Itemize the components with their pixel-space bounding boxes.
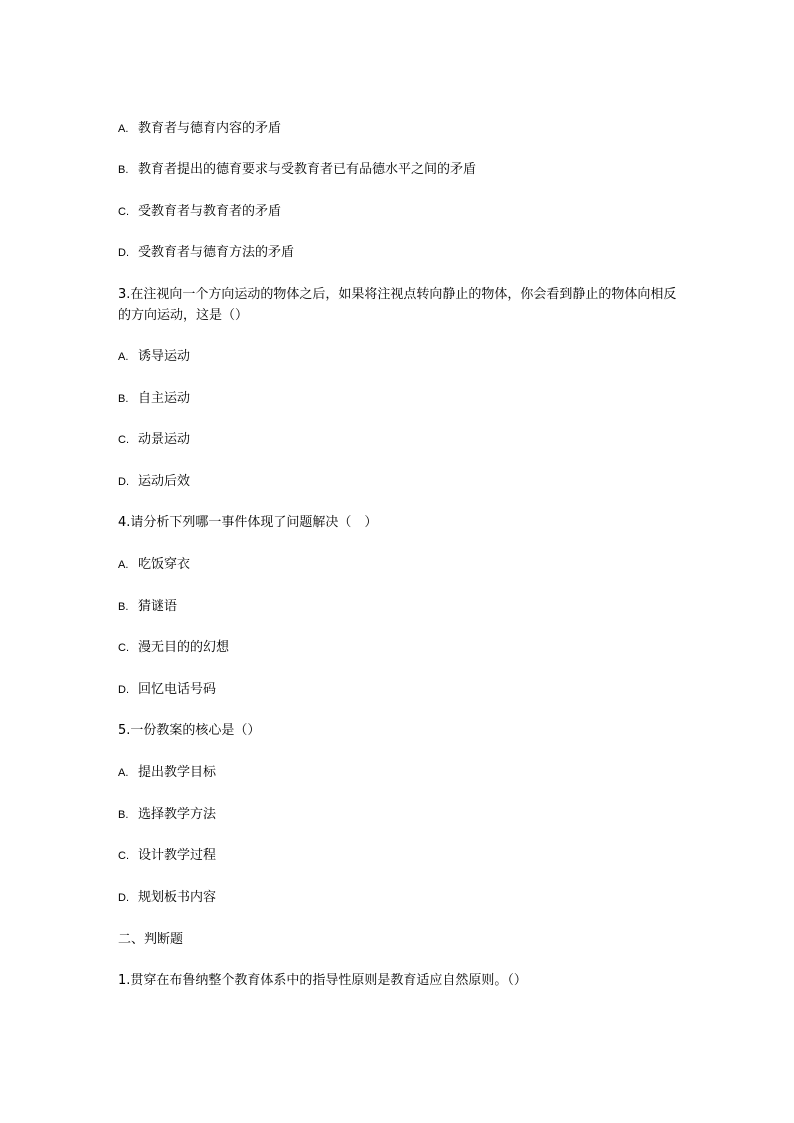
q2-option-d	[118, 242, 678, 264]
option-letter: D.	[118, 476, 129, 488]
option-text: 动景运动	[138, 432, 191, 447]
option-letter: D.	[118, 247, 129, 259]
option-letter: B.	[118, 164, 129, 176]
option-text: 回忆电话号码	[138, 682, 217, 697]
option-text: 受教育者与德育方法的矛盾	[138, 245, 295, 260]
option-letter: C.	[118, 434, 129, 446]
q2-option-a	[118, 118, 678, 140]
option-text: 提出教学目标	[138, 765, 217, 780]
q5-option-a	[118, 762, 678, 784]
option-text: 漫无目的的幻想	[138, 640, 230, 655]
q3-option-c	[118, 429, 678, 451]
option-letter: B.	[118, 393, 129, 405]
q4-option-a	[118, 554, 678, 576]
option-text: 猜谜语	[138, 599, 178, 614]
option-letter: A.	[118, 767, 129, 779]
option-text: 诱导运动	[138, 349, 191, 364]
tf-item-1: 1.贯穿在布鲁纳整个教育体系中的指导性原则是教育适应自然原则。（）	[118, 973, 527, 988]
option-letter: C.	[118, 642, 129, 654]
option-letter: B.	[118, 809, 129, 821]
q4-option-b	[118, 596, 678, 618]
option-letter: D.	[118, 684, 129, 696]
option-text: 运动后效	[138, 474, 191, 489]
q3-stem: 3.在注视向一个方向运动的物体之后，如果将注视点转向静止的物体，你会看到静止的物体向相反的方向运动，这是（）	[118, 287, 677, 323]
q5-option-d	[118, 887, 678, 909]
q3-option-d	[118, 471, 678, 493]
option-letter: A.	[118, 123, 129, 135]
q2-option-c	[118, 201, 678, 223]
option-text: 设计教学过程	[138, 848, 217, 863]
option-letter: D.	[118, 892, 129, 904]
option-letter: A.	[118, 351, 129, 363]
q5-stem: 5.一份教案的核心是（）	[118, 723, 261, 738]
q5-option-b	[118, 804, 678, 826]
q4-option-c	[118, 637, 678, 659]
q5-option-c	[118, 845, 678, 867]
option-text: 教育者提出的德育要求与受教育者已有品德水平之间的矛盾	[138, 162, 477, 177]
option-letter: A.	[118, 559, 129, 571]
q4-stem: 4.请分析下列哪一事件体现了问题解决（ ）	[118, 515, 378, 530]
option-letter: C.	[118, 206, 129, 218]
q3-option-b	[118, 388, 678, 410]
option-text: 规划板书内容	[138, 890, 217, 905]
option-letter: B.	[118, 601, 129, 613]
option-text: 吃饭穿衣	[138, 557, 191, 572]
option-text: 受教育者与教育者的矛盾	[138, 204, 282, 219]
section-heading: 二、判断题	[118, 932, 184, 947]
option-text: 教育者与德育内容的矛盾	[138, 121, 282, 136]
q2-option-b	[118, 159, 678, 181]
option-text: 自主运动	[138, 391, 191, 406]
option-letter: C.	[118, 850, 129, 862]
q3-option-a	[118, 346, 678, 368]
option-text: 选择教学方法	[138, 807, 217, 822]
q4-option-d	[118, 679, 678, 701]
